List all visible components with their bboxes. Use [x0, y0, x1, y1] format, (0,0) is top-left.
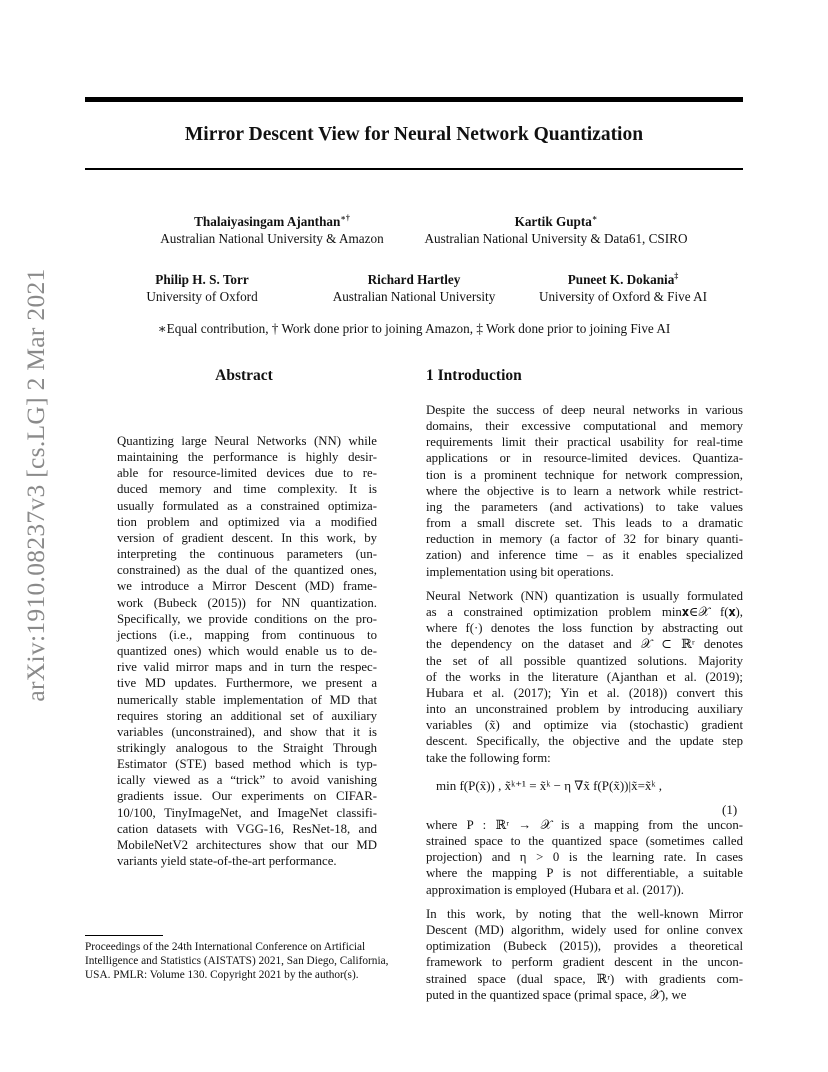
text-line: Neural Network (NN) quantization is usually formulated — [426, 589, 743, 603]
text-line: into an unconstrained problem by introducing auxiliary — [426, 702, 743, 717]
text-line: reduction in memory (a factor of 32 for binary quanti- — [426, 532, 743, 547]
text-line: zation) and inference time – as it enables specialized — [426, 548, 743, 563]
text-line: requires storing an additional set of auxiliary — [117, 708, 377, 723]
text-line: Quantizing large Neural Networks (NN) while — [117, 434, 377, 448]
text-line: the dependency on the dataset and 𝒳 ⊂ ℝʳ denotes — [426, 637, 743, 652]
footnote: Proceedings of the 24th International Conference on Artificial Intelligence and Statistics (AISTATS) 2021, San Diego, California, USA. PMLR: Volume 130. Copyright 2021 by the author(s). — [85, 941, 389, 982]
paper-title: Mirror Descent View for Neural Network Quantization — [184, 124, 644, 145]
arxiv-id: arXiv:1910.08237v3 [cs.LG] 2 Mar 2021 — [21, 268, 50, 702]
text-line: 10/100, TinyImageNet, and ImageNet classifi- — [117, 805, 377, 820]
author-name: Thalaiyasingam Ajanthan — [194, 214, 341, 229]
author-mark: ∗† — [340, 213, 350, 223]
text-line: quantized ones) which would enable us to de- — [117, 644, 377, 659]
text-line: version of gradient descent. In this work, by — [117, 530, 377, 545]
text-line: Estimator (STE) based method which is typ- — [117, 757, 377, 772]
author-block — [318, 271, 510, 305]
text-line: In this work, by noting that the well-known Mirror — [426, 907, 743, 921]
intro-paragraph-2 — [426, 588, 743, 766]
text-line: where P : ℝʳ → 𝒳 is a mapping from the uncon- — [426, 818, 743, 832]
author-affiliation: University of Oxford & Five AI — [538, 289, 708, 304]
text-line: strikingly analogous to the Straight Through — [117, 740, 377, 755]
text-line: Despite the success of deep neural networks in various — [426, 403, 743, 417]
text-line: descent. Specifically, the objective and the update step — [426, 734, 743, 749]
text-line: usually formulated as a constrained optimiza- — [117, 498, 377, 513]
text-line: gradients issue. Our experiments on CIFAR- — [117, 789, 377, 804]
text-line: framework to perform gradient descent in the uncon- — [426, 955, 743, 970]
author-block — [526, 271, 720, 305]
intro-paragraph-1 — [426, 402, 743, 580]
text-line: duced memory and time complexity. It is — [117, 482, 377, 497]
text-line: strained space (dual space, ℝʳ) with gradients com- — [426, 971, 743, 986]
equation-number: (1) — [722, 802, 738, 817]
author-name: Richard Hartley — [367, 272, 461, 287]
text-line: tion is a prominent technique for network compression, — [426, 467, 743, 482]
text-line: numerically stable implementation of MD that — [117, 692, 377, 707]
text-line: rive valid mirror maps and in turn the respec- — [117, 660, 377, 675]
top-rule — [85, 97, 743, 102]
text-line: implementation using bit operations. — [426, 564, 614, 579]
text-line: where the objective is to learn a network while restrict- — [426, 483, 743, 498]
text-line: Specifically, we provide conditions on the pro- — [117, 611, 377, 626]
text-line: Hubara et al. (2017); Yin et al. (2018)) convert this — [426, 685, 743, 700]
author-mark: ‡ — [674, 271, 679, 281]
text-line: tive MD updates. Furthermore, we present a — [117, 676, 377, 691]
text-line: interpreting the continuous parameters (un- — [117, 547, 377, 562]
abstract-heading: Abstract — [215, 367, 273, 384]
text-line: approximation is employed (Hubara et al. (2017)). — [426, 882, 684, 897]
text-line: the set of all possible quantized solutions. Majority — [426, 653, 743, 668]
text-line: domains, their excessive computational and memory — [426, 419, 743, 434]
text-line: applications or in resource-limited devices. Quantiza- — [426, 451, 743, 466]
text-line: requirements limit their practical usability for real-time — [426, 435, 743, 450]
author-name: Philip H. S. Torr — [155, 272, 249, 287]
text-line: ically viewed as a “trick” to avoid vanishing — [117, 773, 377, 788]
footnote-rule — [85, 935, 163, 936]
author-affiliation: Australian National University & Amazon — [160, 231, 384, 246]
text-line: cation datasets with VGG-16, ResNet-18, and — [117, 821, 377, 836]
text-line: from a small discrete set. This leads to a dramatic — [426, 516, 743, 531]
intro-paragraph-4 — [426, 906, 743, 1003]
section-heading: 1 Introduction — [426, 367, 522, 384]
text-line: as a constrained optimization problem min𝐱∈𝒳 f(𝐱), — [426, 605, 743, 620]
text-line: puted in the quantized space (primal space, 𝒳), we — [426, 987, 687, 1002]
author-block — [130, 271, 274, 305]
author-name: Kartik Gupta — [514, 214, 592, 229]
text-line: ing the parameters (and activations) to take values — [426, 499, 743, 514]
author-block — [408, 213, 704, 247]
text-line: projection) and η > 0 is the learning rate. In cases — [426, 850, 743, 865]
author-affiliation: Australian National University — [332, 289, 496, 304]
author-block — [147, 213, 397, 247]
text-line: work (Bubeck (2015)) for NN quantization. — [117, 595, 377, 610]
text-line: maintaining the performance is highly desir- — [117, 450, 377, 465]
text-line: Descent (MD) algorithm, widely used for online convex — [426, 923, 743, 938]
text-line: jections (i.e., mapping from continuous to — [117, 627, 377, 642]
arxiv-stamp — [8, 268, 64, 702]
text-line: optimization (Bubeck (2015)), provides a theoretical — [426, 939, 743, 954]
text-line: variables (x̃) and optimize via (stochastic) gradient — [426, 718, 743, 733]
text-line: of the works in the literature (Ajanthan et al. (2019); — [426, 669, 743, 684]
author-affiliation: Australian National University & Data61, CSIRO — [424, 231, 688, 246]
intro-paragraph-3 — [426, 817, 743, 898]
text-line: strained space to the quantized space (sometimes called — [426, 834, 743, 849]
text-line: we introduce a Mirror Descent (MD) frame- — [117, 579, 377, 594]
text-line: able for resource-limited devices due to re- — [117, 466, 377, 481]
text-line: MobileNetV2 architectures show that our MD — [117, 837, 377, 852]
author-name: Puneet K. Dokania — [567, 272, 675, 287]
text-line: variants yield state-of-the-art performance. — [117, 854, 337, 869]
text-line: variables (unconstrained), and show that it is — [117, 724, 377, 739]
text-line: constrained) as the dual of the quantized ones, — [117, 563, 377, 578]
title-rule — [85, 168, 743, 170]
author-affiliation: University of Oxford — [146, 289, 258, 304]
contribution-note: ∗Equal contribution, † Work done prior to joining Amazon, ‡ Work done prior to joining Five AI — [157, 321, 671, 336]
text-line: where the mapping P is not differentiable, a suitable — [426, 866, 743, 881]
text-line: tion problem and optimized via a modified — [117, 514, 377, 529]
equation-1: min f(P(x̃)) , x̃ᵏ⁺¹ = x̃ᵏ − η ∇x̃ f(P(x̃))|x̃=x̃ᵏ , — [436, 778, 663, 793]
text-line: where f(·) denotes the loss function by abstracting out — [426, 621, 743, 636]
abstract-body — [117, 433, 377, 869]
author-mark: ∗ — [591, 213, 598, 223]
text-line: take the following form: — [426, 750, 551, 765]
